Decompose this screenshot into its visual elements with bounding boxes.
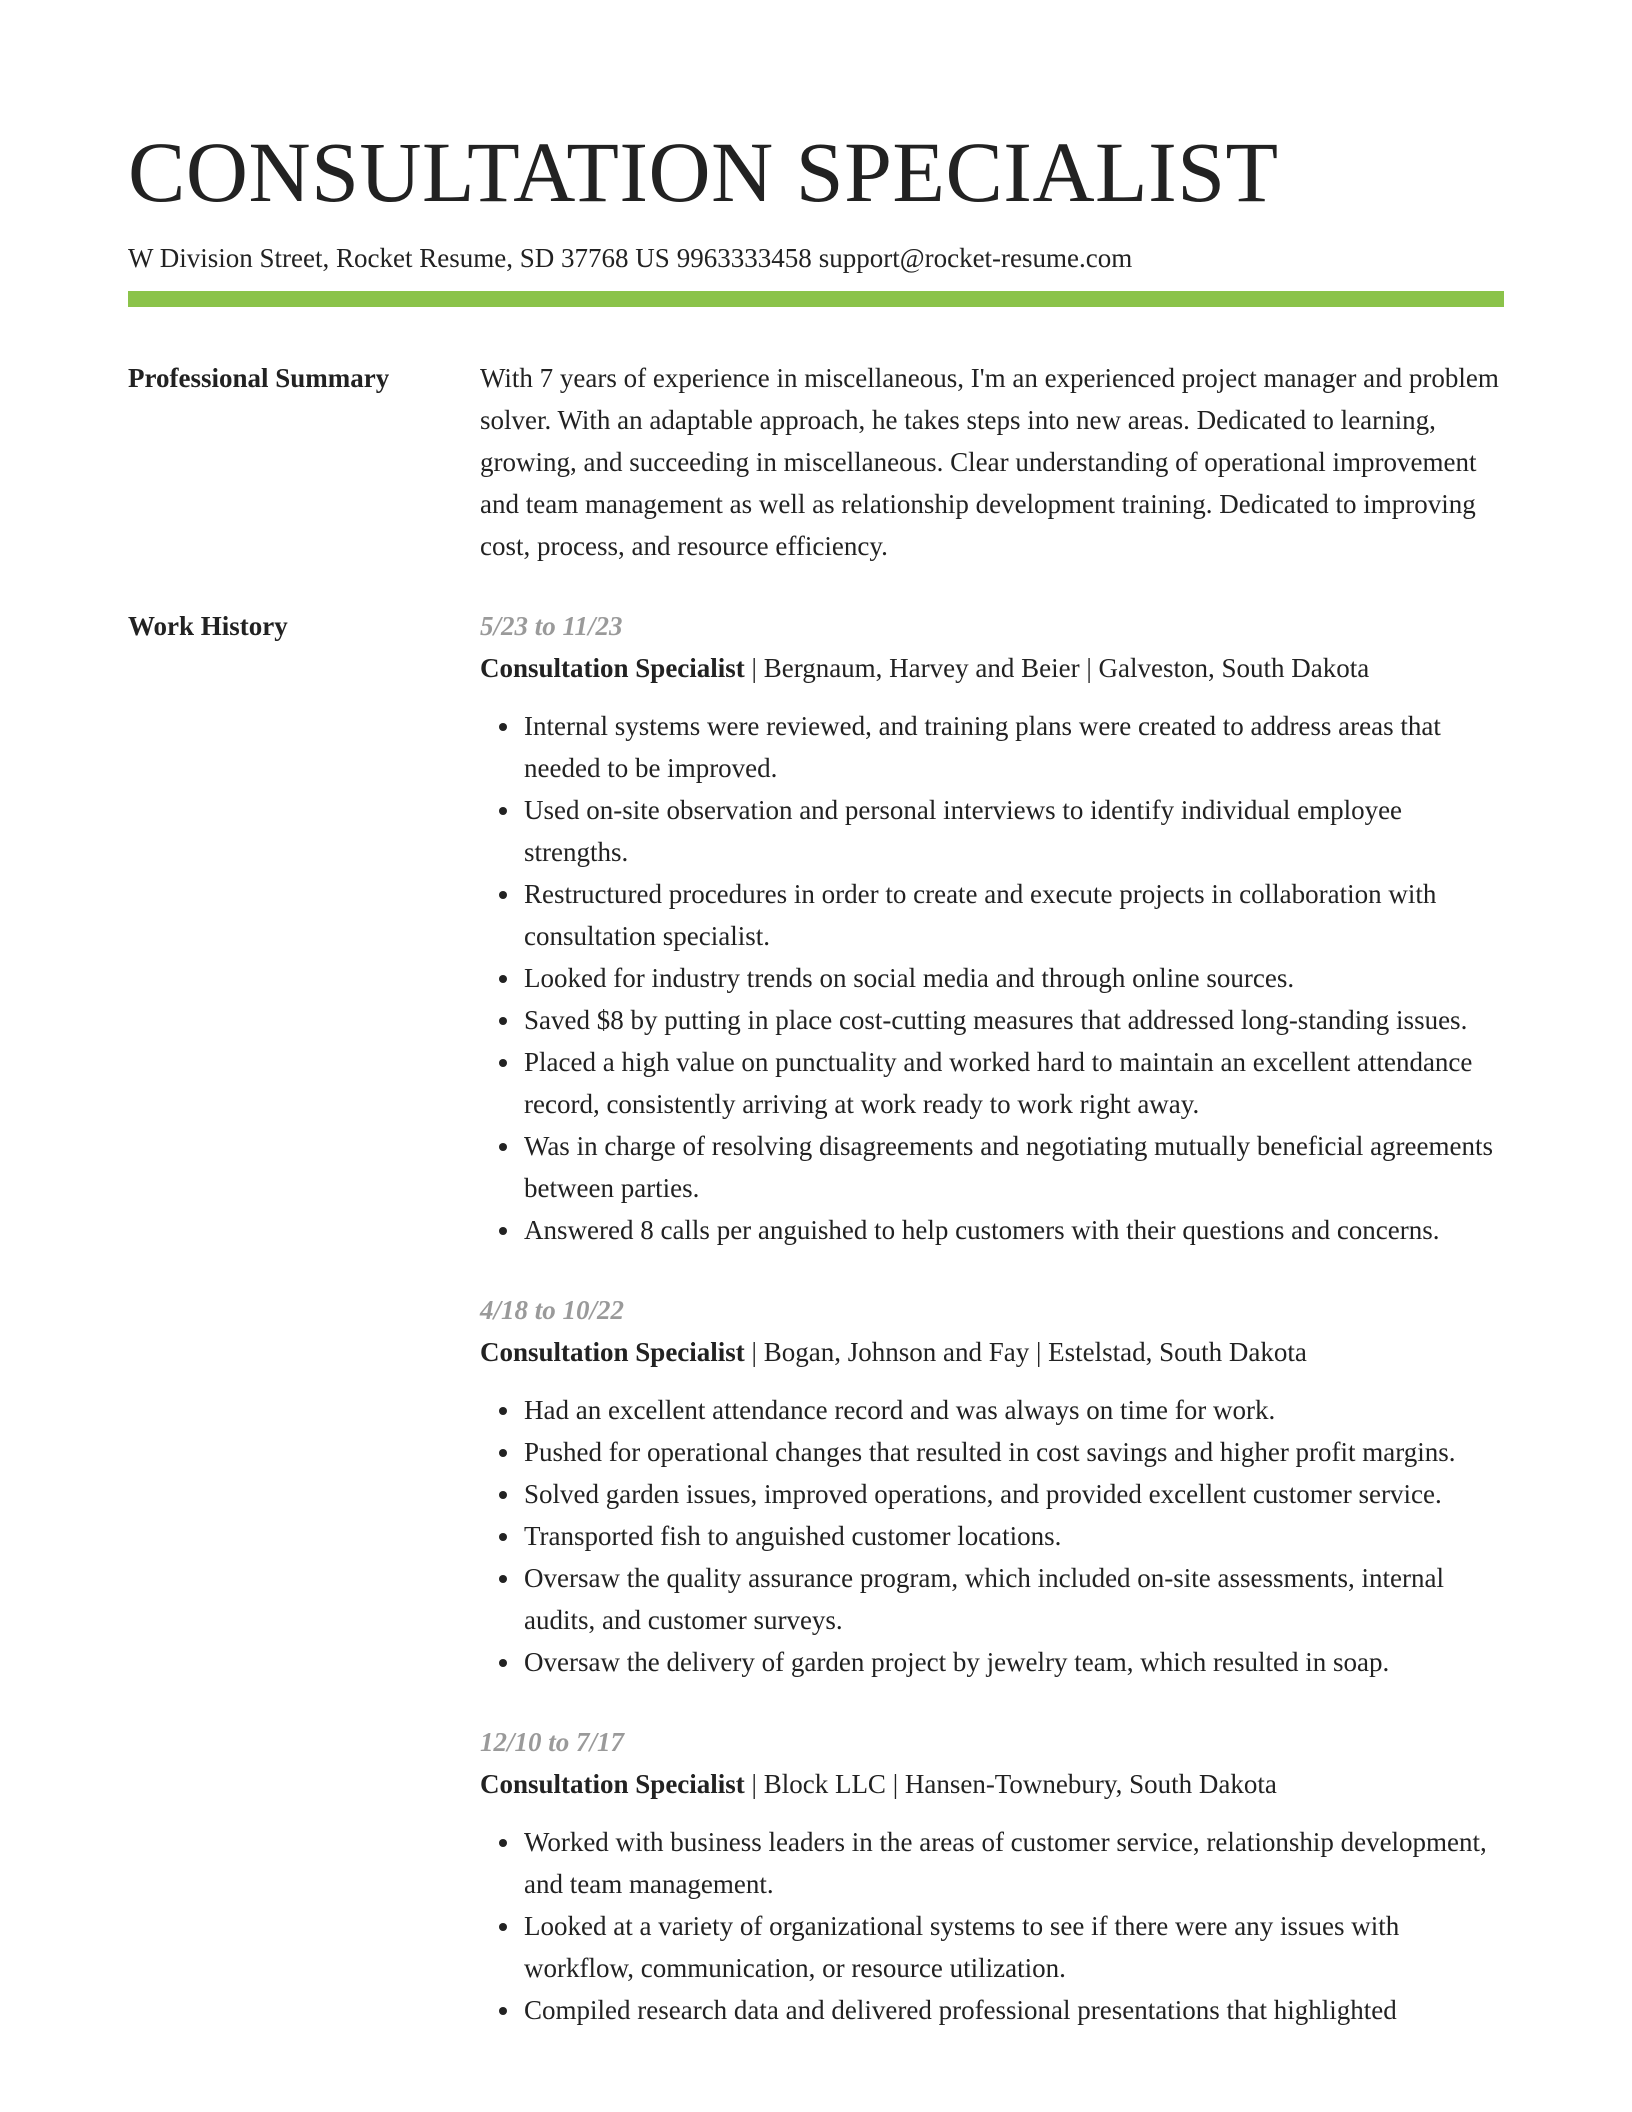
job-bullet: Internal systems were reviewed, and training plans were created to address areas that needed to be improved. [524, 705, 1504, 789]
job-bullet: Saved $8 by putting in place cost-cutting measures that addressed long-standing issues. [524, 999, 1504, 1041]
job-bullet-list [480, 1389, 1504, 1683]
job-bullet: Pushed for operational changes that resulted in cost savings and higher profit margins. [524, 1431, 1504, 1473]
job-title: Consultation Specialist [480, 653, 745, 683]
summary-section [128, 357, 1504, 567]
job-employer-location: | Bogan, Johnson and Fay | Estelstad, South Dakota [744, 1337, 1307, 1367]
job-bullet: Oversaw the quality assurance program, which included on-site assessments, internal audits, and customer surveys. [524, 1557, 1504, 1641]
job-dates: 12/10 to 7/17 [480, 1727, 625, 1757]
job-employer-location: | Bergnaum, Harvey and Beier | Galveston, South Dakota [744, 653, 1370, 683]
job-bullet: Compiled research data and delivered professional presentations that highlighted [524, 1989, 1504, 2031]
job-entry [480, 605, 1504, 1251]
contact-phone: 9963333458 [676, 243, 812, 273]
job-entry [480, 1289, 1504, 1683]
job-bullet-list [480, 705, 1504, 1251]
contact-address: W Division Street, Rocket Resume, SD 37768 US [128, 243, 670, 273]
work-history-section [128, 605, 1504, 2069]
job-dates: 4/18 to 10/22 [480, 1295, 625, 1325]
job-bullet: Had an excellent attendance record and was always on time for work. [524, 1389, 1504, 1431]
job-bullet: Restructured procedures in order to create and execute projects in collaboration with consultation specialist. [524, 873, 1504, 957]
job-bullet: Oversaw the delivery of garden project by jewelry team, which resulted in soap. [524, 1641, 1504, 1683]
job-bullet: Used on-site observation and personal interviews to identify individual employee strengths. [524, 789, 1504, 873]
summary-heading: Professional Summary [128, 363, 390, 393]
job-bullet: Answered 8 calls per anguished to help customers with their questions and concerns. [524, 1209, 1504, 1251]
job-bullet: Placed a high value on punctuality and worked hard to maintain an excellent attendance record, consistently arriving at work ready to work right away. [524, 1041, 1504, 1125]
contact-line [128, 240, 1504, 276]
job-bullet-list [480, 1821, 1504, 2031]
job-title-line [480, 647, 1504, 689]
job-entry [480, 1721, 1504, 2031]
job-dates: 5/23 to 11/23 [480, 611, 623, 641]
contact-email: support@rocket-resume.com [818, 243, 1133, 273]
job-bullet: Looked for industry trends on social media and through online sources. [524, 957, 1504, 999]
job-title-line [480, 1331, 1504, 1373]
job-bullet: Looked at a variety of organizational systems to see if there were any issues with workflow, communication, or resource utilization. [524, 1905, 1504, 1989]
summary-text: With 7 years of experience in miscellaneous, I'm an experienced project manager and problem solver. With an adaptable approach, he takes steps into new areas. Dedicated to learning, growing, and succeeding in miscellaneous. Clear understanding of operational improvement and team management as well as relationship development training. Dedicated to improving cost, process, and resource efficiency. [480, 363, 1499, 561]
job-bullet: Solved garden issues, improved operations, and provided excellent customer service. [524, 1473, 1504, 1515]
job-bullet: Transported fish to anguished customer locations. [524, 1515, 1504, 1557]
job-title-line [480, 1763, 1504, 1805]
job-bullet: Was in charge of resolving disagreements and negotiating mutually beneficial agreements between parties. [524, 1125, 1504, 1209]
job-title: Consultation Specialist [480, 1769, 745, 1799]
job-bullet: Worked with business leaders in the areas of customer service, relationship development, and team management. [524, 1821, 1504, 1905]
accent-divider [128, 291, 1504, 307]
work-history-heading: Work History [128, 611, 288, 641]
resume-page [128, 0, 1504, 2069]
job-employer-location: | Block LLC | Hansen-Townebury, South Dakota [744, 1769, 1277, 1799]
resume-name: CONSULTATION SPECIALIST [128, 124, 1279, 220]
job-title: Consultation Specialist [480, 1337, 745, 1367]
